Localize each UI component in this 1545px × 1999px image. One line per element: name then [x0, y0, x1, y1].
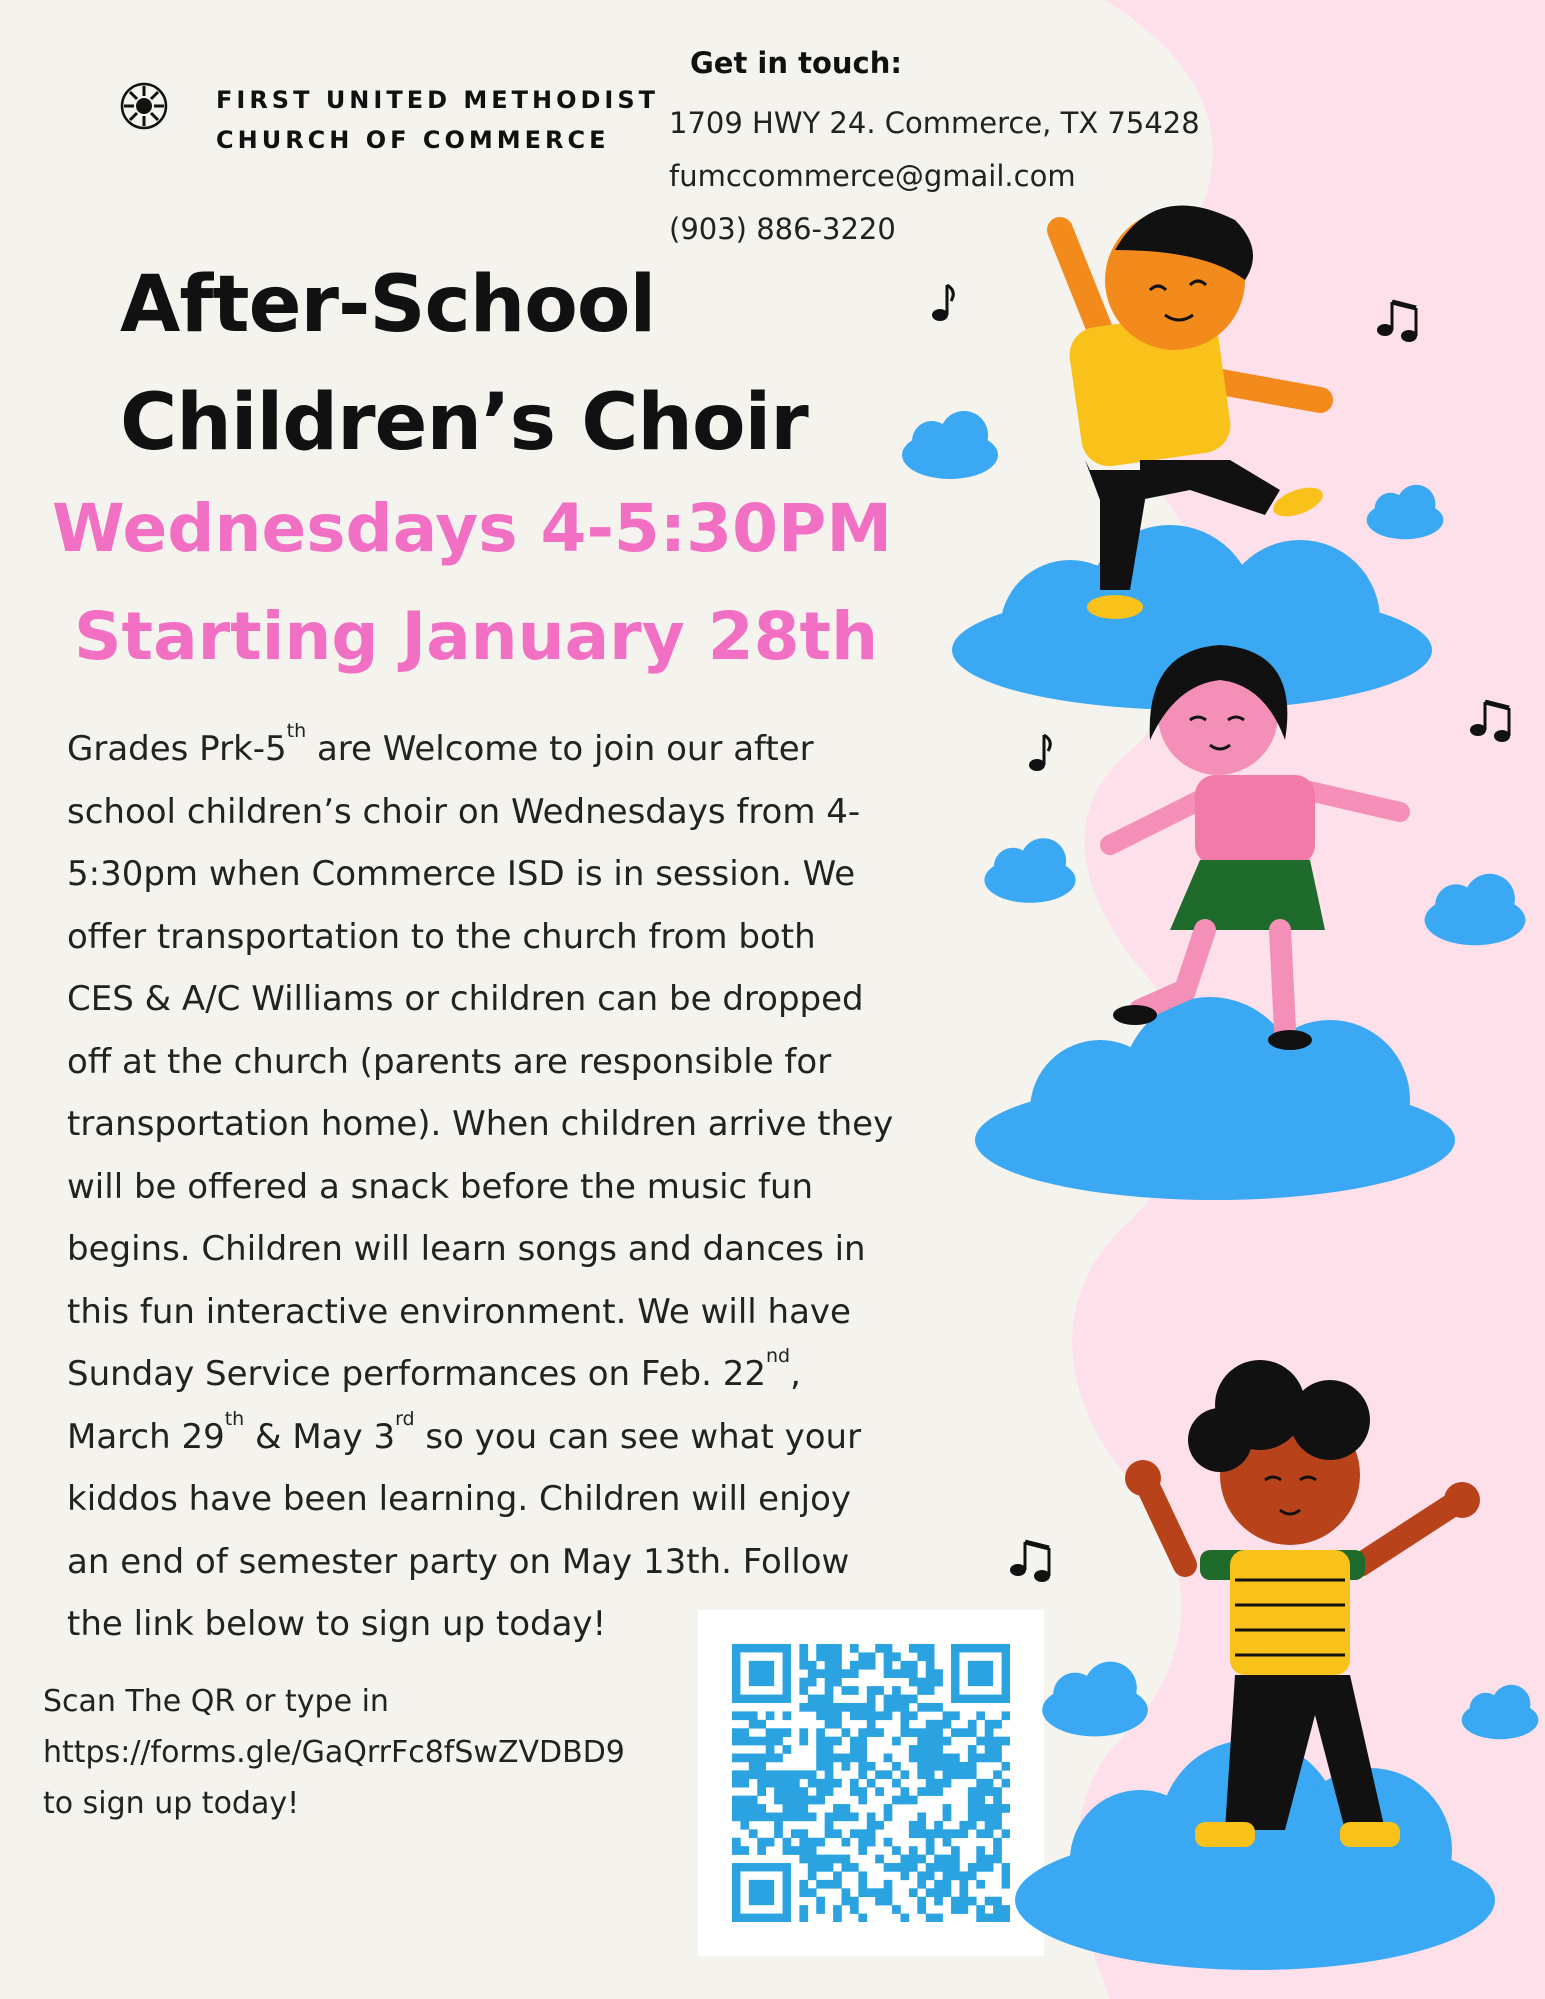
- signup-line3: to sign up today!: [43, 1786, 300, 1821]
- title-line2: Children’s Choir: [120, 378, 808, 468]
- signup-url-link[interactable]: https://forms.gle/GaQrrFc8fSwZVDBD9: [43, 1735, 625, 1770]
- cloud-icon: [1425, 874, 1526, 945]
- description-line: this fun interactive environment. We will have: [67, 1291, 851, 1332]
- contact-email[interactable]: fumccommerce@gmail.com: [669, 159, 1076, 193]
- description-line: Sunday Service performances on Feb. 22nd,: [67, 1345, 801, 1394]
- cloud-icon: [984, 838, 1075, 903]
- description-line: school children’s choir on Wednesdays from 4-: [67, 791, 861, 832]
- double-note-icon: [1377, 302, 1417, 342]
- double-note-icon: [1010, 1542, 1050, 1582]
- double-note-icon: [1470, 702, 1510, 742]
- description-line: begins. Children will learn songs and dances in: [67, 1229, 866, 1269]
- description-line: an end of semester party on May 13th. Follow: [67, 1541, 850, 1582]
- big-cloud-icon: [975, 997, 1455, 1200]
- description-line: will be offered a snack before the music fun: [67, 1166, 814, 1207]
- org-name-line1: FIRST UNITED METHODIST: [216, 86, 660, 114]
- schedule-start-date: Starting January 28th: [74, 598, 879, 675]
- description-line: CES & A/C Williams or children can be dropped: [67, 979, 864, 1019]
- description-line: transportation home). When children arrive they: [67, 1104, 894, 1144]
- cloud-icon: [1462, 1685, 1539, 1739]
- description-line: offer transportation to the church from both: [67, 916, 816, 957]
- contact-heading: Get in touch:: [690, 46, 902, 80]
- org-name-line2: CHURCH OF COMMERCE: [216, 126, 610, 154]
- cloud-icon: [902, 411, 998, 479]
- description-line: March 29th & May 3rd so you can see what your: [67, 1407, 862, 1457]
- contact-phone[interactable]: (903) 886-3220: [669, 212, 896, 246]
- contact-address: 1709 HWY 24. Commerce, TX 75428: [669, 106, 1200, 140]
- music-note-icon: [932, 285, 953, 321]
- description-line: off at the church (parents are responsible for: [67, 1041, 832, 1082]
- description-line: 5:30pm when Commerce ISD is in session. We: [67, 854, 856, 894]
- title-line1: After-School: [120, 260, 656, 350]
- description-line: the link below to sign up today!: [67, 1604, 607, 1644]
- cloud-icon: [1367, 485, 1444, 539]
- dancing-girl-illustration: [1110, 645, 1400, 1050]
- schedule-day-time: Wednesdays 4-5:30PM: [52, 490, 893, 567]
- signup-line1: Scan The QR or type in: [43, 1684, 389, 1719]
- music-note-icon: [1029, 735, 1050, 771]
- cloud-icon: [1042, 1662, 1148, 1737]
- description-line: Grades Prk-5th are Welcome to join our after: [67, 720, 814, 769]
- description-line: kiddos have been learning. Children will enjoy: [67, 1479, 852, 1519]
